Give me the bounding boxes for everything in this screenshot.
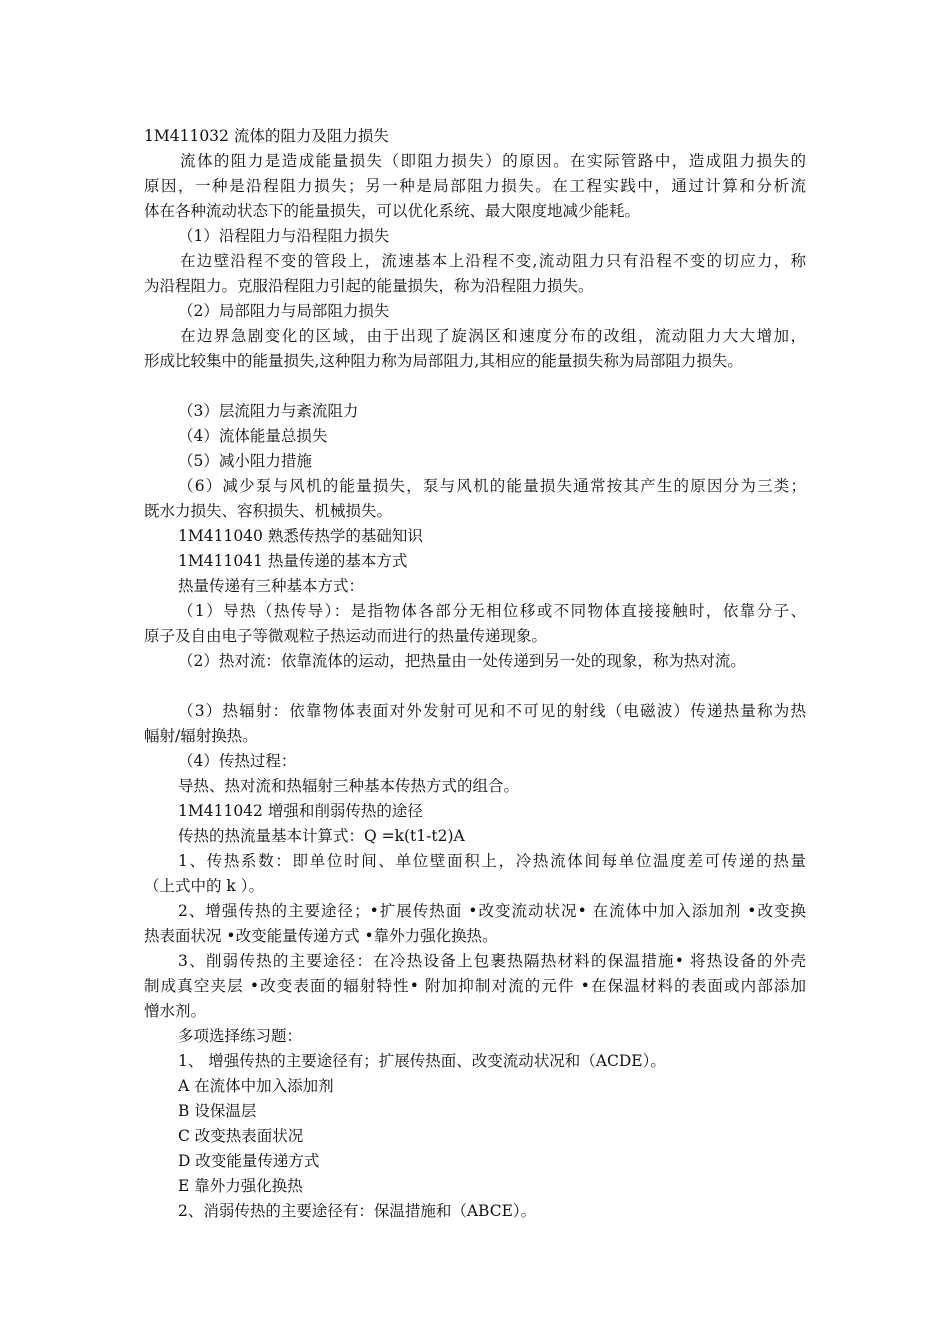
paragraph-line: 热表面状况 •改变能量传递方式 •靠外力强化换热。 — [144, 927, 498, 945]
paragraph-line: 憎水剂。 — [144, 1002, 207, 1020]
exercise-question-2: 2、消弱传热的主要途径有：保温措施和（ABCE）。 — [178, 1202, 537, 1220]
subheading-2: （2）局部阻力与局部阻力损失 — [178, 302, 390, 320]
section-heading-1m411032: 1M411032 流体的阻力及阻力损失 — [144, 127, 389, 145]
paragraph-line: 导热、热对流和热辐射三种基本传热方式的组合。 — [178, 777, 520, 795]
paragraph-line: 2、增强传热的主要途径；•扩展传热面 •改变流动状况• 在流体中加入添加剂 •改变换 — [178, 902, 806, 920]
paragraph-line: 在边界急剧变化的区域，由于出现了旋涡区和速度分布的改组，流动阻力大大增加， — [180, 327, 806, 345]
paragraph-line: 既水力损失、容积损失、机械损失。 — [144, 502, 393, 520]
paragraph-line: 形成比较集中的能量损失,这种阻力称为局部阻力,其相应的能量损失称为局部阻力损失。 — [144, 352, 743, 370]
paragraph-line: （4）传热过程： — [178, 752, 297, 770]
paragraph-line: 原因，一种是沿程阻力损失；另一种是局部阻力损失。在工程实践中，通过计算和分析流 — [144, 177, 806, 195]
paragraph-line: （2）热对流：依靠流体的运动，把热量由一处传递到另一处的现象，称为热对流。 — [178, 652, 746, 670]
paragraph-line: （3）热辐射：依靠物体表面对外发射可见和不可见的射线（电磁波）传递热量称为热 — [178, 702, 806, 720]
subheading-4: （4）流体能量总损失 — [178, 427, 328, 445]
paragraph-line: （1）导热（热传导）：是指物体各部分无相位移或不同物体直接接触时，依靠分子、 — [178, 602, 806, 620]
paragraph-line: 原子及自由电子等微观粒子热运动而进行的热量传递现象。 — [144, 627, 548, 645]
subheading-3: （3）层流阻力与紊流阻力 — [178, 402, 359, 420]
option-b: B 设保温层 — [178, 1102, 257, 1120]
paragraph-line: 3、削弱传热的主要途径：在冷热设备上包裹热隔热材料的保温措施• 将热设备的外壳 — [178, 952, 806, 970]
paragraph-line: 体在各种流动状态下的能量损失，可以优化系统、最大限度地减少能耗。 — [144, 202, 641, 220]
paragraph-line: 制成真空夹层 •改变表面的辐射特性• 附加抑制对流的元件 •在保温材料的表面或内部添加 — [144, 977, 806, 995]
option-c: C 改变热表面状况 — [178, 1127, 304, 1145]
paragraph-line: 流体的阻力是造成能量损失（即阻力损失）的原因。在实际管路中，造成阻力损失的 — [180, 152, 806, 170]
paragraph-line: 1、传热系数：即单位时间、单位壁面积上，冷热流体间每单位温度差可传递的热量 — [178, 852, 806, 870]
option-d: D 改变能量传递方式 — [178, 1152, 320, 1170]
paragraph-line: 为沿程阻力。克服沿程阻力引起的能量损失，称为沿程阻力损失。 — [144, 277, 594, 295]
exercise-heading: 多项选择练习题： — [178, 1027, 303, 1045]
subheading-5: （5）减小阻力措施 — [178, 452, 312, 470]
paragraph-line: （上式中的 k ）。 — [144, 877, 264, 895]
exercise-question-1: 1、 增强传热的主要途径有；扩展传热面、改变流动状况和（ACDE）。 — [178, 1052, 666, 1070]
subheading-1: （1）沿程阻力与沿程阻力损失 — [178, 227, 390, 245]
option-a: A 在流体中加入添加剂 — [178, 1077, 334, 1095]
paragraph-line: 在边壁沿程不变的管段上，流速基本上沿程不变,流动阻力只有沿程不变的切应力，称 — [180, 252, 806, 270]
paragraph-line: 幅射/辐射换热。 — [144, 727, 258, 745]
section-heading-1m411040: 1M411040 熟悉传热学的基础知识 — [178, 527, 423, 545]
option-e: E 靠外力强化换热 — [178, 1177, 303, 1195]
subheading-6: （6）减少泵与风机的能量损失，泵与风机的能量损失通常按其产生的原因分为三类； — [178, 477, 806, 495]
section-heading-1m411041: 1M411041 热量传递的基本方式 — [178, 552, 408, 570]
formula-line: 传热的热流量基本计算式：Q =k(t1-t2)A — [178, 827, 465, 845]
section-heading-1m411042: 1M411042 增强和削弱传热的途径 — [178, 802, 423, 820]
paragraph-line: 热量传递有三种基本方式： — [178, 577, 365, 595]
